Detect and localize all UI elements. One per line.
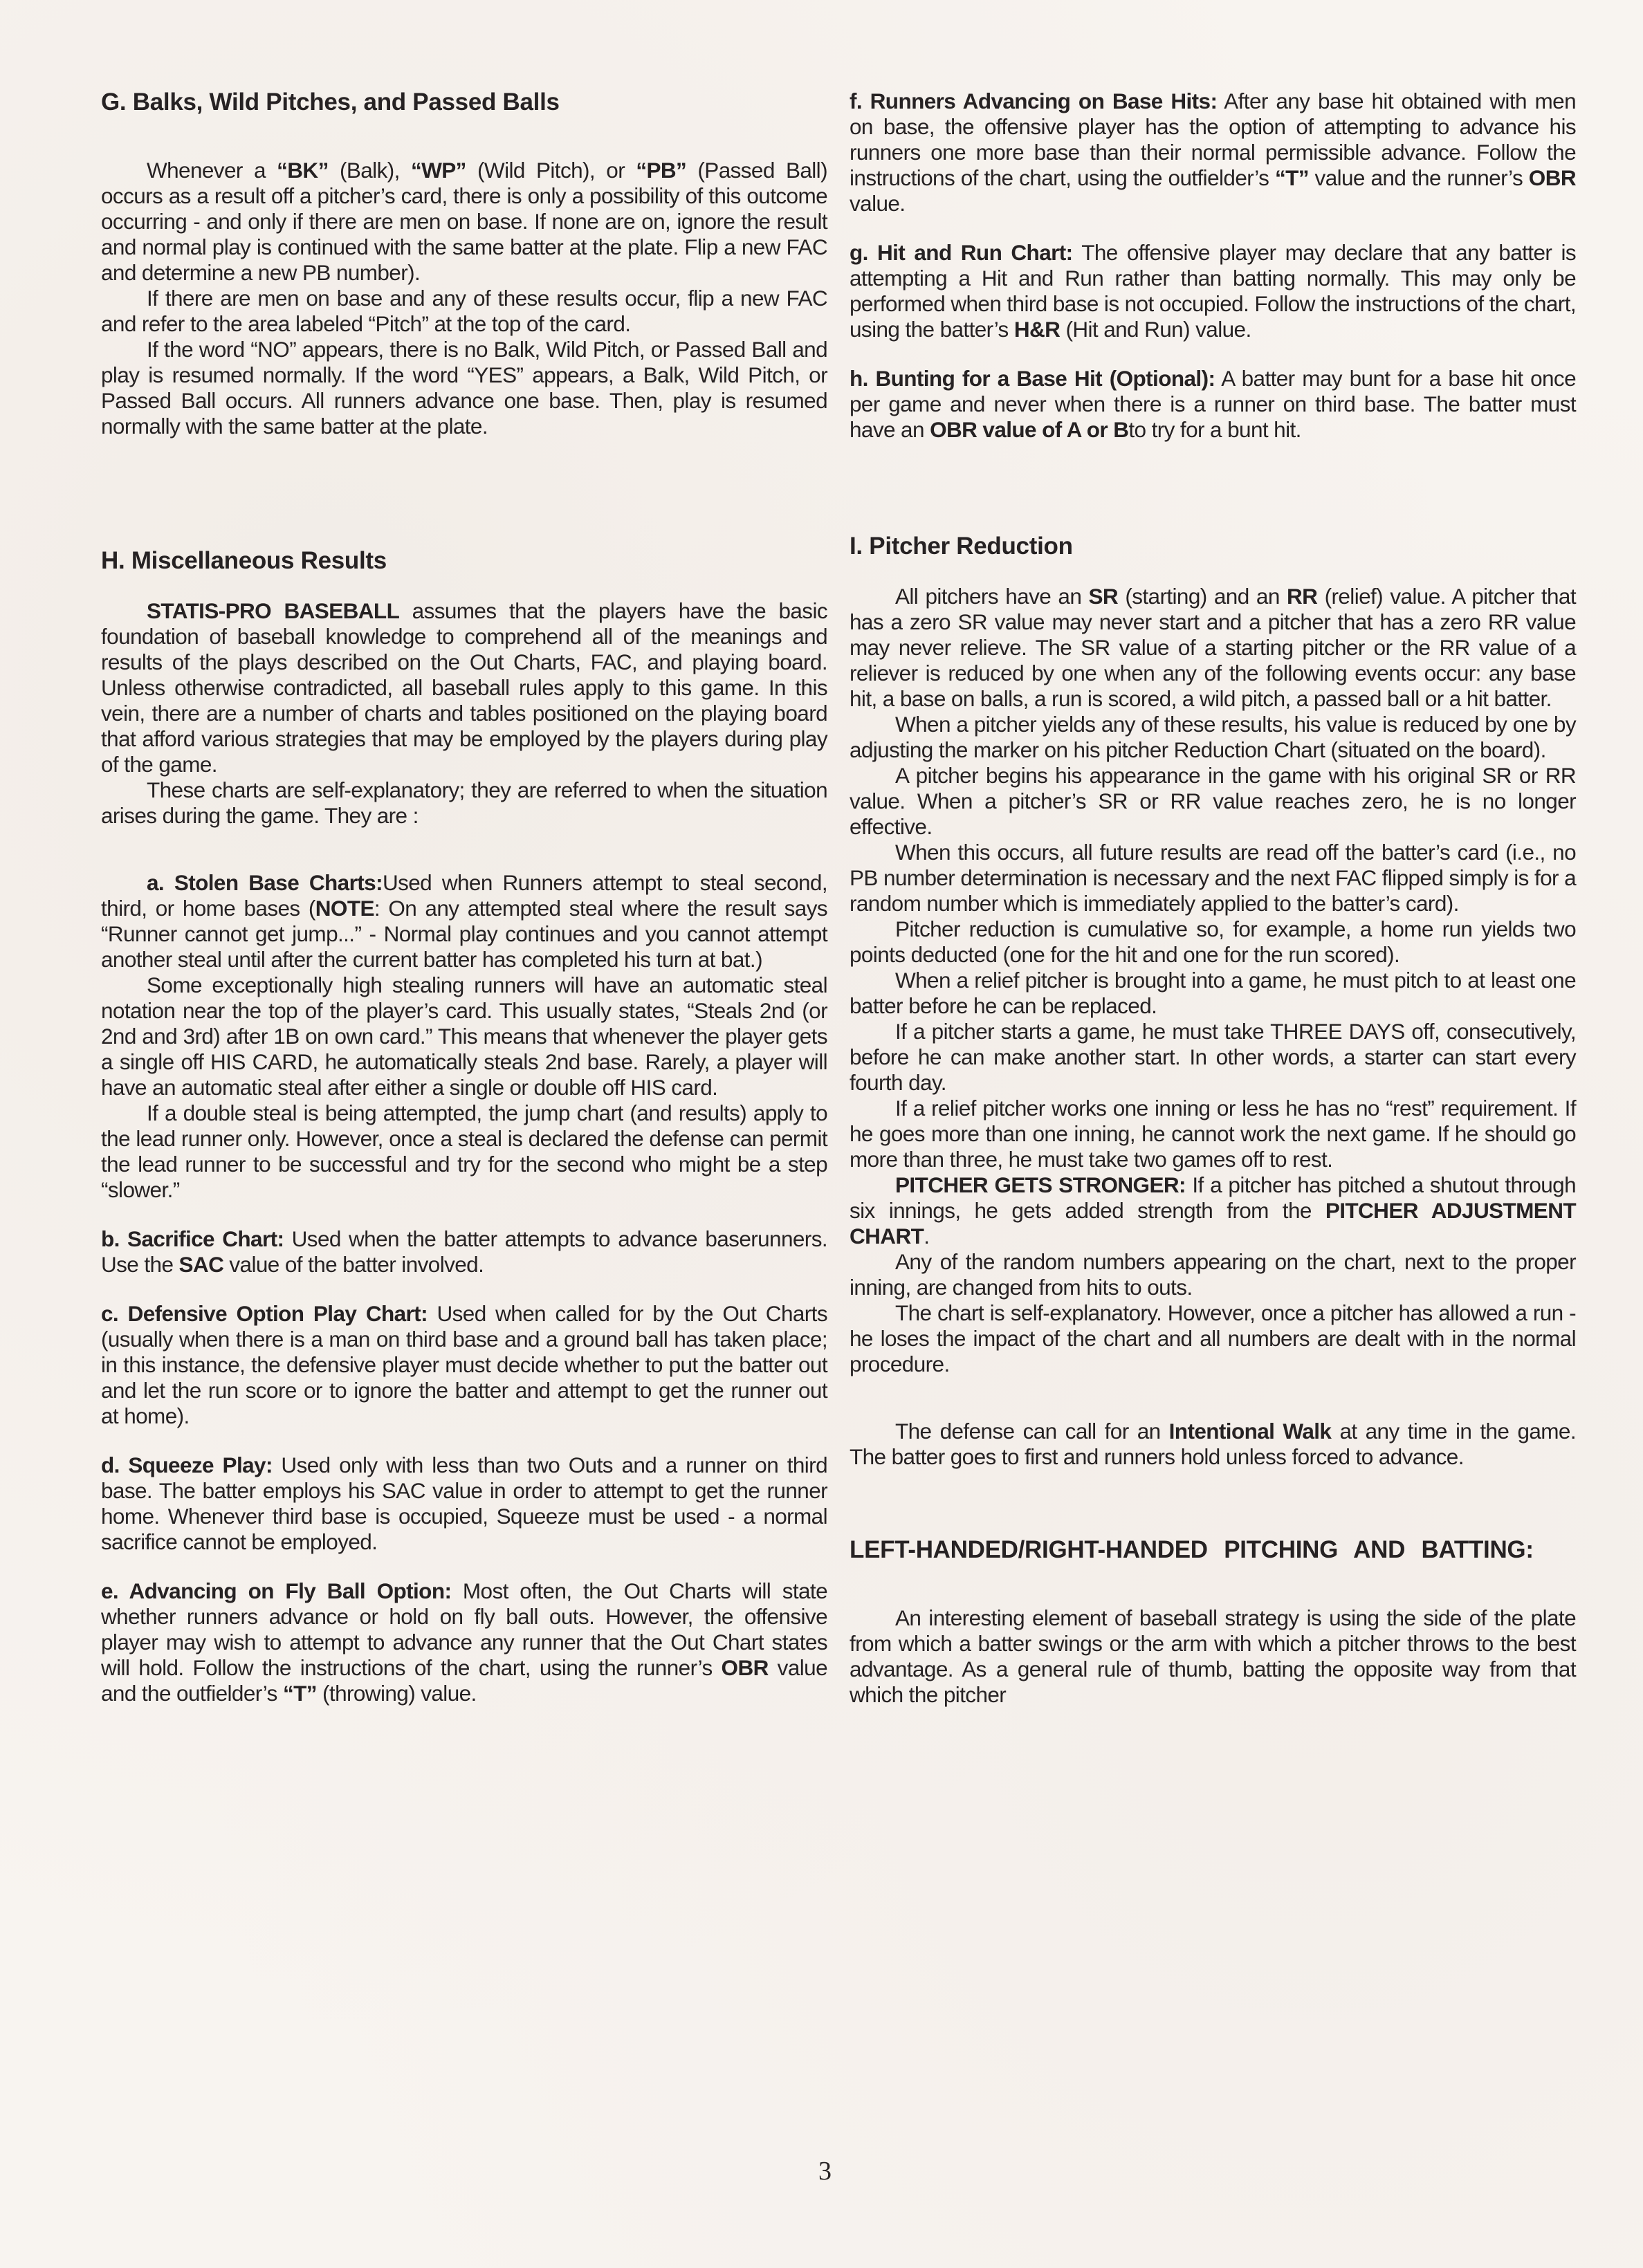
- section-g-heading: G. Balks, Wild Pitches, and Passed Balls: [101, 89, 560, 116]
- text: A batter may bunt for a base hit once per game and never when there is a runner on third base. The batter must have an: [850, 366, 1576, 442]
- obr-term: OBR: [1528, 165, 1576, 190]
- text: If a pitcher has pitched a shutout through six innings, he gets added strength from the: [850, 1172, 1577, 1223]
- item-f-runners-advancing: [850, 89, 1576, 216]
- text: Whenever a: [147, 158, 277, 183]
- item-b-label: b. Sacrifice Chart:: [101, 1226, 284, 1251]
- section-i-paragraph-1: [850, 584, 1576, 712]
- item-f-label: f. Runners Advancing on Base Hits:: [850, 89, 1218, 113]
- section-h-heading: H. Miscellaneous Results: [101, 547, 387, 574]
- item-g-hit-and-run: [850, 240, 1576, 342]
- item-g-label: g. Hit and Run Chart:: [850, 240, 1073, 265]
- item-h-label: h. Bunting for a Base Hit (Optional):: [850, 366, 1215, 391]
- section-lr-paragraph-1: An interesting element of baseball strategy is using the side of the plate from which a batter swings or the arm with which a pitcher throws to the best advantage. As a general rule of thumb, batting the opposite way from that which the pitcher: [850, 1605, 1576, 1707]
- text: (relief) value. A pitcher that has a zero SR value may never start and a pitcher that has a zero RR value may never relieve. The SR value of a starting pitcher or the RR value of a reliever is reduced by one when any of the following events occur: any base hit, a base on balls, a run is scored, a wild pitch, a passed ball or a hit batter.: [850, 584, 1576, 711]
- item-a-stolen-base: [101, 870, 827, 972]
- text: After any base hit obtained with men on base, the offensive player has the option of attempting to advance his runners one more base than their normal permissible advance. Follow the instructions of the chart, using the outfielder’s: [850, 89, 1576, 190]
- item-d-label: d. Squeeze Play:: [101, 1453, 273, 1477]
- item-e-fly-ball-option: [101, 1578, 827, 1706]
- item-a-paragraph-3: If a double steal is being attempted, the jump chart (and results) apply to the lead runner only. However, once a steal is declared the defense can permit the lead runner to be successful and try for the second who might be a step “slower.”: [101, 1100, 827, 1202]
- section-g-paragraph-1: [101, 158, 827, 286]
- item-a-paragraph-2: Some exceptionally high stealing runners will have an automatic steal notation near the top of the player’s card. This usually states, “Steals 2nd (or 2nd and 3rd) after 1B on own card.” This means that whenever the player gets a single off HIS CARD, he automatically steals 2nd base. Rarely, a player will have an automatic steal after either a single or double off HIS card.: [101, 972, 827, 1100]
- section-g-paragraph-2: If there are men on base and any of these results occur, flip a new FAC and refer to the area labeled “Pitch” at the top of the card.: [101, 286, 827, 336]
- section-i-paragraph-6: When a relief pitcher is brought into a game, he must pitch to at least one batter before he can be replaced.: [850, 968, 1576, 1018]
- section-i-paragraph-7: If a pitcher starts a game, he must take THREE DAYS off, consecutively, before he can make another start. In other words, a starter can start every fourth day.: [850, 1019, 1576, 1095]
- text: Used when Runners attempt to steal second, third, or home bases (: [101, 870, 827, 921]
- section-h-paragraph-1: [101, 598, 827, 777]
- section-g-paragraph-3: If the word “NO” appears, there is no Balk, Wild Pitch, or Passed Ball and play is resumed normally. If the word “YES” appears, a Balk, Wild Pitch, or Passed Ball occurs. All runners advance one base. Then, play is resumed normally with the same batter at the plate.: [101, 337, 827, 439]
- text: value.: [850, 191, 906, 216]
- item-e-label: e. Advancing on Fly Ball Option:: [101, 1578, 452, 1603]
- text: at any time in the game. The batter goes to first and runners hold unless forced to advance.: [850, 1419, 1577, 1469]
- text: (starting) and an: [1118, 584, 1287, 609]
- text: Used only with less than two Outs and a runner on third base. The batter employs his SAC value in order to attempt to get the runner home. Whenever third base is occupied, Squeeze must be used - a normal sacrifice cannot be employed.: [101, 1453, 827, 1554]
- text: value and the runner’s: [1308, 165, 1529, 190]
- obr-requirement: OBR value of A or B: [930, 417, 1129, 442]
- item-c-label: c. Defensive Option Play Chart:: [101, 1301, 428, 1326]
- section-lr-heading: LEFT-HANDED/RIGHT-HANDED PITCHING AND BATTING:: [850, 1536, 1534, 1563]
- text: (Balk),: [328, 158, 411, 183]
- text: value of the batter involved.: [223, 1252, 484, 1277]
- item-h-bunting: [850, 366, 1576, 443]
- obr-term: OBR: [721, 1655, 769, 1680]
- left-column: [101, 89, 827, 1706]
- section-i-heading: I. Pitcher Reduction: [850, 533, 1073, 560]
- hr-term: H&R: [1013, 317, 1061, 342]
- text: (Wild Pitch), or: [466, 158, 636, 183]
- item-a-label: a. Stolen Base Charts:: [147, 870, 383, 895]
- text: (Passed Ball) occurs as a result off a pitcher’s card, there is only a possibility of this outcome occurring - and only if there are men on base. If none are on, ignore the result and normal play is continued with the same batter at the plate. Flip a new FAC and determine a new PB number).: [101, 158, 827, 285]
- text: .: [924, 1224, 930, 1248]
- section-h-paragraph-2: These charts are self-explanatory; they are referred to when the situation arises during the game. They are :: [101, 777, 827, 828]
- bk-term: “BK”: [277, 158, 329, 183]
- item-b-sacrifice: [101, 1226, 827, 1278]
- text: Used when called for by the Out Charts (usually when there is a man on third base and a ground ball has taken place; in this instance, the defensive player must decide whether to put the batter out and let the run score or to ignore the batter and attempt to get the runner out at home).: [101, 1301, 827, 1428]
- text: The defense can call for an: [895, 1419, 1169, 1444]
- right-column: [850, 89, 1576, 1708]
- section-i-paragraph-10: Any of the random numbers appearing on the chart, next to the proper inning, are changed from hits to outs.: [850, 1249, 1576, 1300]
- rr-term: RR: [1287, 584, 1318, 609]
- game-title: STATIS-PRO BASEBALL: [147, 598, 400, 623]
- section-i-paragraph-2: When a pitcher yields any of these results, his value is reduced by one by adjusting the marker on his pitcher Reduction Chart (situated on the board).: [850, 712, 1576, 762]
- pitcher-gets-stronger: [850, 1172, 1576, 1249]
- text: (Hit and Run) value.: [1060, 317, 1251, 342]
- section-i-paragraph-3: A pitcher begins his appearance in the game with his original SR or RR value. When a pitcher’s SR or RR value reaches zero, he is no longer effective.: [850, 763, 1576, 839]
- section-i-paragraph-11: The chart is self-explanatory. However, once a pitcher has allowed a run - he loses the impact of the chart and all numbers are dealt with in the normal procedure.: [850, 1300, 1576, 1376]
- intentional-walk-term: Intentional Walk: [1168, 1419, 1332, 1444]
- text: Most often, the Out Charts will state whether runners advance or hold on fly ball outs. However, the offensive player may wish to attempt to advance any runner that the Out Chart states will hold. Follow the instructions of the chart, using the runner’s: [101, 1578, 827, 1680]
- text: The offensive player may declare that any batter is attempting a Hit and Run rather than batting normally. This may only be performed when third base is not occupied. Follow the instructions of the chart, using the batter’s: [850, 240, 1576, 342]
- text: All pitchers have an: [895, 584, 1089, 609]
- sac-term: SAC: [178, 1252, 224, 1277]
- sr-term: SR: [1088, 584, 1119, 609]
- text: (throwing) value.: [316, 1681, 477, 1706]
- pitcher-gets-stronger-label: PITCHER GETS STRONGER:: [895, 1172, 1186, 1197]
- text: Used when the batter attempts to advance baserunners. Use the: [101, 1226, 828, 1277]
- pitcher-adjustment-chart-term: PITCHER ADJUSTMENT CHART: [850, 1198, 1576, 1248]
- section-i-paragraph-4: When this occurs, all future results are read off the batter’s card (i.e., no PB number determination is necessary and the next FAC flipped simply is for a random number which is immediately applied to the batter’s card).: [850, 840, 1576, 916]
- text: value and the outfielder’s: [101, 1655, 827, 1706]
- t-term: “T”: [282, 1681, 317, 1706]
- item-d-squeeze-play: [101, 1453, 827, 1555]
- text: to try for a bunt hit.: [1128, 417, 1301, 442]
- text: assumes that the players have the basic foundation of baseball knowledge to comprehend all of the meanings and results of the plays described on the Out Charts, FAC, and playing board. Unless otherwise contradicted, all baseball rules apply to this game. In this vein, there are a number of charts and tables positioned on the playing board that afford various strategies that may be employed by the players during play of the game.: [101, 598, 827, 777]
- page-number: 3: [818, 2157, 832, 2186]
- section-i-paragraph-5: Pitcher reduction is cumulative so, for example, a home run yields two points deducted (one for the hit and one for the run scored).: [850, 916, 1576, 967]
- section-i-paragraph-8: If a relief pitcher works one inning or less he has no “rest” requirement. If he goes more than one inning, he cannot work the next game. If he should go more than three, he must take two games off to rest.: [850, 1096, 1576, 1172]
- wp-term: “WP”: [410, 158, 466, 183]
- t-term: “T”: [1274, 165, 1309, 190]
- note-label: NOTE: [315, 896, 374, 921]
- pb-term: “PB”: [636, 158, 687, 183]
- intentional-walk-paragraph: [850, 1419, 1576, 1470]
- text: : On any attempted steal where the result says “Runner cannot get jump...” - Normal play continues and you cannot attempt another steal until after the current batter has completed his turn at bat.): [101, 896, 828, 972]
- item-c-defensive-option: [101, 1301, 827, 1429]
